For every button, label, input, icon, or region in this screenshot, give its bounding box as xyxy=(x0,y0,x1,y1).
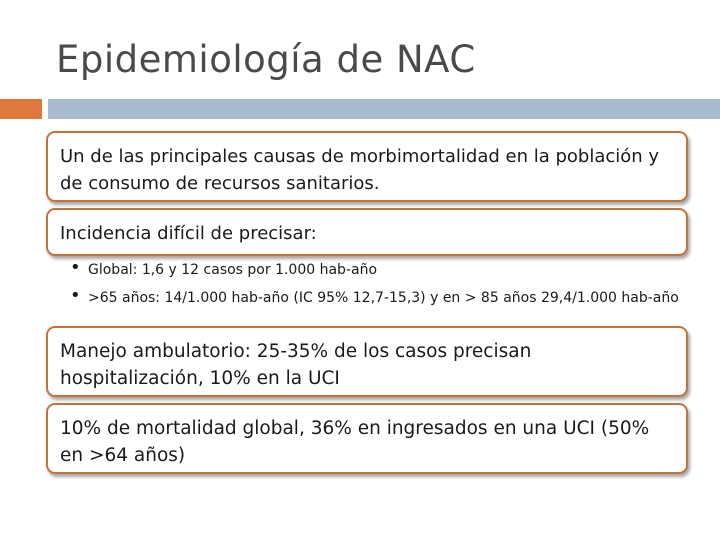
slide-title: Epidemiología de NAC xyxy=(56,38,476,81)
list-item: • >65 años: 14/1.000 hab-año (IC 95% 12,7-15,3) y en > 85 años 29,4/1.000 hab-año xyxy=(70,280,690,308)
title-accent-bar-blue xyxy=(48,99,720,119)
box-text: Manejo ambulatorio: 25-35% de los casos precisan hospitalización, 10% en la UCI xyxy=(60,341,532,389)
box-text: Incidencia difícil de precisar: xyxy=(60,223,317,244)
box-text: Un de las principales causas de morbimortalidad en la población y de consumo de recursos sanitarios. xyxy=(60,146,660,194)
content-box-mortality xyxy=(46,403,688,474)
content-box-incidence xyxy=(46,208,688,256)
box-text: 10% de mortalidad global, 36% en ingresados en una UCI (50% en >64 años) xyxy=(60,418,650,466)
content-box-management xyxy=(46,326,688,397)
list-item: • Global: 1,6 y 12 casos por 1.000 hab-año xyxy=(70,260,690,280)
content-box-causes xyxy=(46,131,688,202)
title-accent-bar-orange xyxy=(0,99,42,119)
incidence-bullet-list xyxy=(70,260,690,308)
